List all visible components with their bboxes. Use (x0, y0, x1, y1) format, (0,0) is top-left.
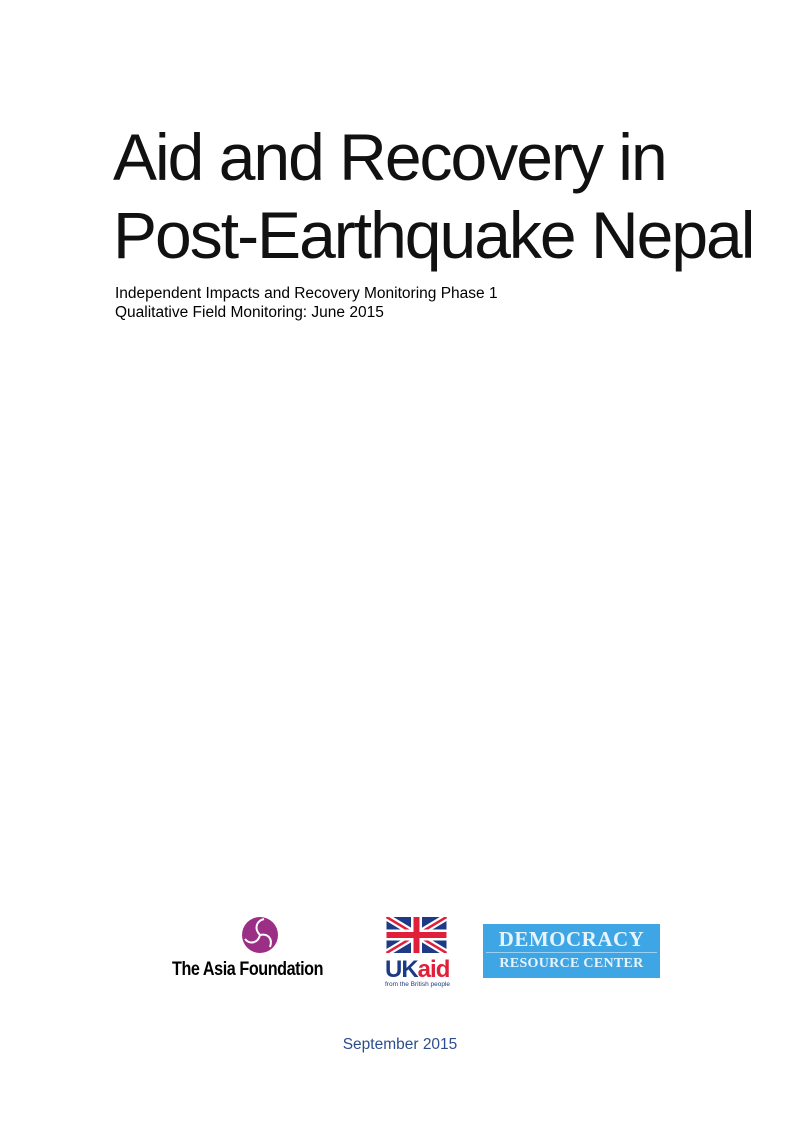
ukaid-aid: aid (417, 956, 450, 983)
subtitle-line-2: Qualitative Field Monitoring: June 2015 (115, 304, 384, 321)
subtitle (115, 284, 498, 322)
ukaid-wordmark (385, 956, 450, 983)
title-line-2: Post-Earthquake Nepal (113, 198, 754, 272)
democracy-resource-center-logo (483, 924, 660, 978)
ukaid-uk: UK (385, 956, 418, 983)
publication-date: September 2015 (342, 1036, 458, 1053)
drc-line-2: RESOURCE CENTER (499, 956, 644, 971)
asia-foundation-logo (172, 915, 352, 981)
title-line-1: Aid and Recovery in (113, 120, 666, 194)
asia-foundation-emblem-icon (240, 915, 280, 955)
drc-line-1: DEMOCRACY (498, 927, 645, 951)
report-title (113, 118, 753, 274)
ukaid-logo (385, 917, 449, 988)
union-jack-flag-icon (385, 917, 448, 953)
asia-foundation-name: The Asia Foundation (172, 959, 324, 980)
ukaid-tagline: from the British people (385, 981, 451, 988)
subtitle-line-1: Independent Impacts and Recovery Monitoring Phase 1 (115, 285, 498, 302)
